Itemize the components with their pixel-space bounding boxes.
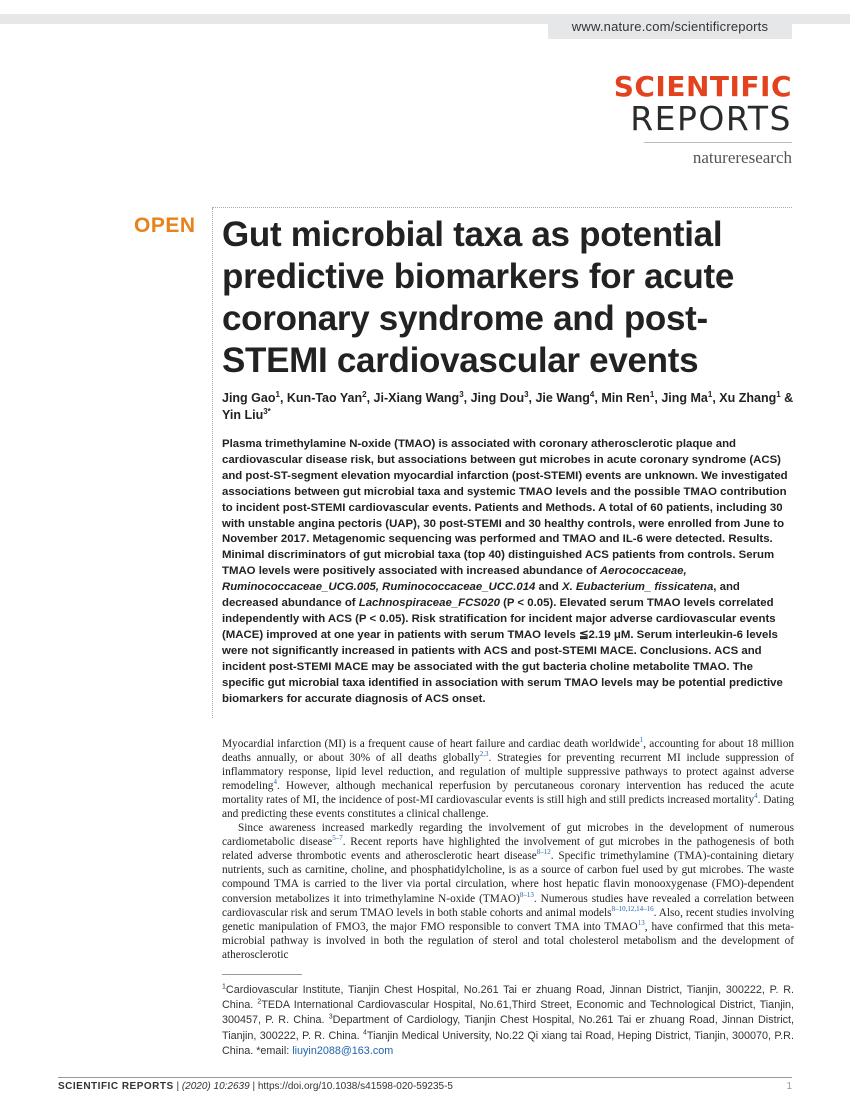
- reference-link[interactable]: 1: [639, 736, 644, 745]
- abstract-taxa-1: Aerococcaceae, Ruminococcaceae_UCG.005, Ruminococcaceae_UCC.014: [222, 565, 687, 594]
- journal-url[interactable]: www.nature.com/scientificreports: [548, 15, 792, 39]
- journal-logo: [614, 72, 792, 167]
- abstract-and: and: [535, 581, 562, 594]
- author-affiliation: 1: [649, 389, 655, 399]
- affiliation-3: Department of Cardiology, Tianjin Chest Hospital, No.261 Tai er zhuang Road, Jinnan District, Tianjin, 300222, P. R. China.: [222, 1014, 795, 1042]
- reference-link[interactable]: 4: [754, 792, 758, 801]
- logo-line-scientific: SCIENTIFIC: [613, 70, 792, 103]
- body-paragraph-1: Myocardial infarction (MI) is a frequent cause of heart failure and cardiac death worldwide$^1$, accounting for about 18 million deaths annually, or about 30% of all deaths globally$^{2,3}$. Strategies for preventing recurrent MI include suppression of inflammatory response, lipid level reduction, and regulation of multiple suppressive pathways to protect against adverse remodeling$^4$. However, although mechanical reperfusion by percutaneous coronary intervention has reduced the acute mortality rates of MI, the incidence of post-MI cardiovascular events is still high and still predicts increased mortality$^4$. Dating and predicting these events constitutes a clinical challenge.: [222, 736, 794, 821]
- author-name: Jing Gao: [222, 391, 276, 405]
- affiliations: $^1$Cardiovascular Institute, Tianjin Chest Hospital, No.261 Tai er zhuang Road, Jinnan District, Tianjin, 300222, P. R. China. $^2$TEDA International Cardiovascular Hospital, No.61,Third Street, Economic and Technological District, Tianjin, 300457, P. R. China. $^3$Department of Cardiology, Tianjin Chest Hospital, No.261 Tai er zhuang Road, Jinnan District, Tianjin, 300222, P. R. China. $^4$Tianjin Medical University, No.22 Qi xiang tai Road, Heping District, Tianjin, 300070, P.R. China. *email: liuyin2088@163.com: [222, 983, 795, 1057]
- footer-doi[interactable]: | https://doi.org/10.1038/s41598-020-59235-5: [249, 1081, 453, 1092]
- author-name: Kun-Tao Yan: [286, 391, 363, 405]
- abstract-taxa-3: Lachnospiraceae_FCS020: [358, 597, 500, 610]
- author-name: Ji-Xiang Wang: [373, 391, 460, 405]
- footer-journal: SCIENTIFIC REPORTS: [58, 1081, 174, 1092]
- open-access-badge: OPEN: [134, 214, 196, 237]
- author-affiliation: 1: [275, 389, 280, 399]
- author-name: Jing Ma: [661, 391, 708, 405]
- reference-link[interactable]: 8–10,12,14–16: [611, 904, 654, 913]
- abstract-text-3: (P < 0.05). Elevated serum TMAO levels correlated independently with ACS (P < 0.05). Risk stratification for incident major adverse cardiovascular events (MACE) improved at one year in patients with serum TMAO levels ≦2.19 μM. Serum interleukin-6 levels were not significantly increased in patients with ACS and post-STEMI MACE. Conclusions. ACS and incident post-STEMI MACE may be associated with the gut bacteria choline metabolite TMAO. The specific gut microbial taxa identified in association with serum TMAO levels may be potential predictive biomarkers for accurate diagnosis of ACS onset.: [222, 597, 783, 705]
- affiliation-rule: [222, 974, 302, 975]
- author-name: Yin Liu: [222, 408, 264, 422]
- reference-link[interactable]: 13: [637, 918, 645, 927]
- affiliation-1: Cardiovascular Institute, Tianjin Chest Hospital, No.261 Tai er zhuang Road, Jinnan District, Tianjin, 300222, P. R. China.: [222, 984, 794, 1012]
- page-number: 1: [786, 1081, 792, 1092]
- footer-rule: [58, 1077, 792, 1078]
- author-affiliation: 2: [362, 389, 367, 399]
- logo-publisher: natureresearch: [692, 148, 792, 167]
- author-affiliation: 1: [707, 389, 713, 399]
- footer-sep: |: [173, 1081, 182, 1092]
- footer-citation: (2020) 10:2639: [181, 1081, 250, 1092]
- reference-link[interactable]: 8–13: [519, 890, 534, 899]
- page-footer: [58, 1081, 792, 1092]
- article-title: Gut microbial taxa as potential predictive biomarkers for acute coronary syndrome and post-STEMI cardiovascular events: [222, 215, 735, 380]
- author-affiliation: 4: [589, 389, 595, 399]
- abstract-taxa-2: X. Eubacterium_ fissicatena: [561, 581, 714, 594]
- abstract: [222, 437, 794, 707]
- reference-link[interactable]: 5–7: [332, 834, 343, 843]
- author-name: Jing Dou: [470, 391, 525, 405]
- abstract-text-2: , and decreased abundance of: [222, 581, 740, 610]
- email-link[interactable]: liuyin2088@163.com: [292, 1044, 394, 1057]
- reference-link[interactable]: 2,3: [479, 750, 489, 759]
- author-name: Xu Zhang: [719, 391, 777, 405]
- reference-link[interactable]: 4: [273, 778, 277, 787]
- abstract-text-1: Plasma trimethylamine N-oxide (TMAO) is associated with coronary atherosclerotic plaque and cardiovascular disease risk, but associations between gut microbes in acute coronary syndrome (ACS) and post-ST-segment elevation myocardial infarction (post-STEMI) events are unknown. We investigated associations between gut microbial taxa and systemic TMAO levels and the possible TMAO contribution to incident post-STEMI cardiovascular events. Patients and Methods. A total of 60 patients, including 30 with unstable angina pectoris (UAP), 30 post-STEMI and 30 healthy controls, were enrolled from June to November 2017. Metagenomic sequencing was performed and TMAO and IL-6 were detected. Results. Minimal discriminators of gut microbial taxa (top 40) distinguished ACS patients from controls. Serum TMAO levels were positively associated with increased abundance of: [222, 438, 788, 578]
- abstract-vertical-rule: [212, 208, 213, 718]
- author-affiliation: 3: [524, 389, 529, 399]
- affiliation-2: TEDA International Cardiovascular Hospital, No.61,Third Street, Economic and Technological District, Tianjin, 300457, P. R. China.: [222, 999, 794, 1027]
- author-affiliation: 3*: [263, 406, 271, 416]
- author-affiliation: 1: [776, 389, 781, 399]
- main-text: [222, 737, 794, 962]
- author-name: Min Ren: [601, 391, 650, 405]
- logo-rule: [644, 142, 792, 143]
- body-paragraph-2: Since awareness increased markedly regarding the involvement of gut microbes in the development of numerous cardiometabolic disease$^{5-7}$. Recent reports have highlighted the involvement of gut microbes in the pathogenesis of both related adverse thrombotic events and atherosclerotic heart disease$^{8-12}$. Specific trimethylamine (TMA)-containing dietary nutrients, such as carnitine, choline, and phosphatidylcholine, is as a source of carbon fuel used by gut microbes. The waste compound TMA is carried to the liver via portal circulation, where host hepatic flavin monooxygenase (FMO)-dependent conversion metabolizes it into trimethylamine N-oxide (TMAO)$^{8-13}$. Numerous studies have revealed a correlation between cardiovascular risk and serum TMAO levels in both stable cohorts and animal models$^{8-10,12,14-16}$. Also, recent studies involving genetic manipulation of FMO3, the major FMO responsible to convert TMA into TMAO$^{13}$, have confirmed that this meta-microbial pathway is involved in both the regulation of sterol and total cholesterol metabolism and the development of atherosclerotic: [222, 822, 795, 961]
- affiliation-4: Tianjin Medical University, No.22 Qi xiang tai Road, Heping District, Tianjin, 300070, P.R. China. *email:: [222, 1029, 794, 1057]
- author-name: Jie Wang: [535, 391, 590, 405]
- author-affiliation: 3: [459, 389, 464, 399]
- reference-link[interactable]: 8–12: [536, 848, 551, 857]
- logo-line-reports: REPORTS: [630, 99, 792, 138]
- title-divider: [212, 207, 792, 208]
- author-list: Jing Gao$^1$, Kun-Tao Yan$^2$, Ji-Xiang Wang$^3$, Jing Dou$^3$, Jie Wang$^4$, Min Ren$^1$, Jing Ma$^1$, Xu Zhang$^1$ & Yin Liu$^{3*}$: [222, 389, 794, 422]
